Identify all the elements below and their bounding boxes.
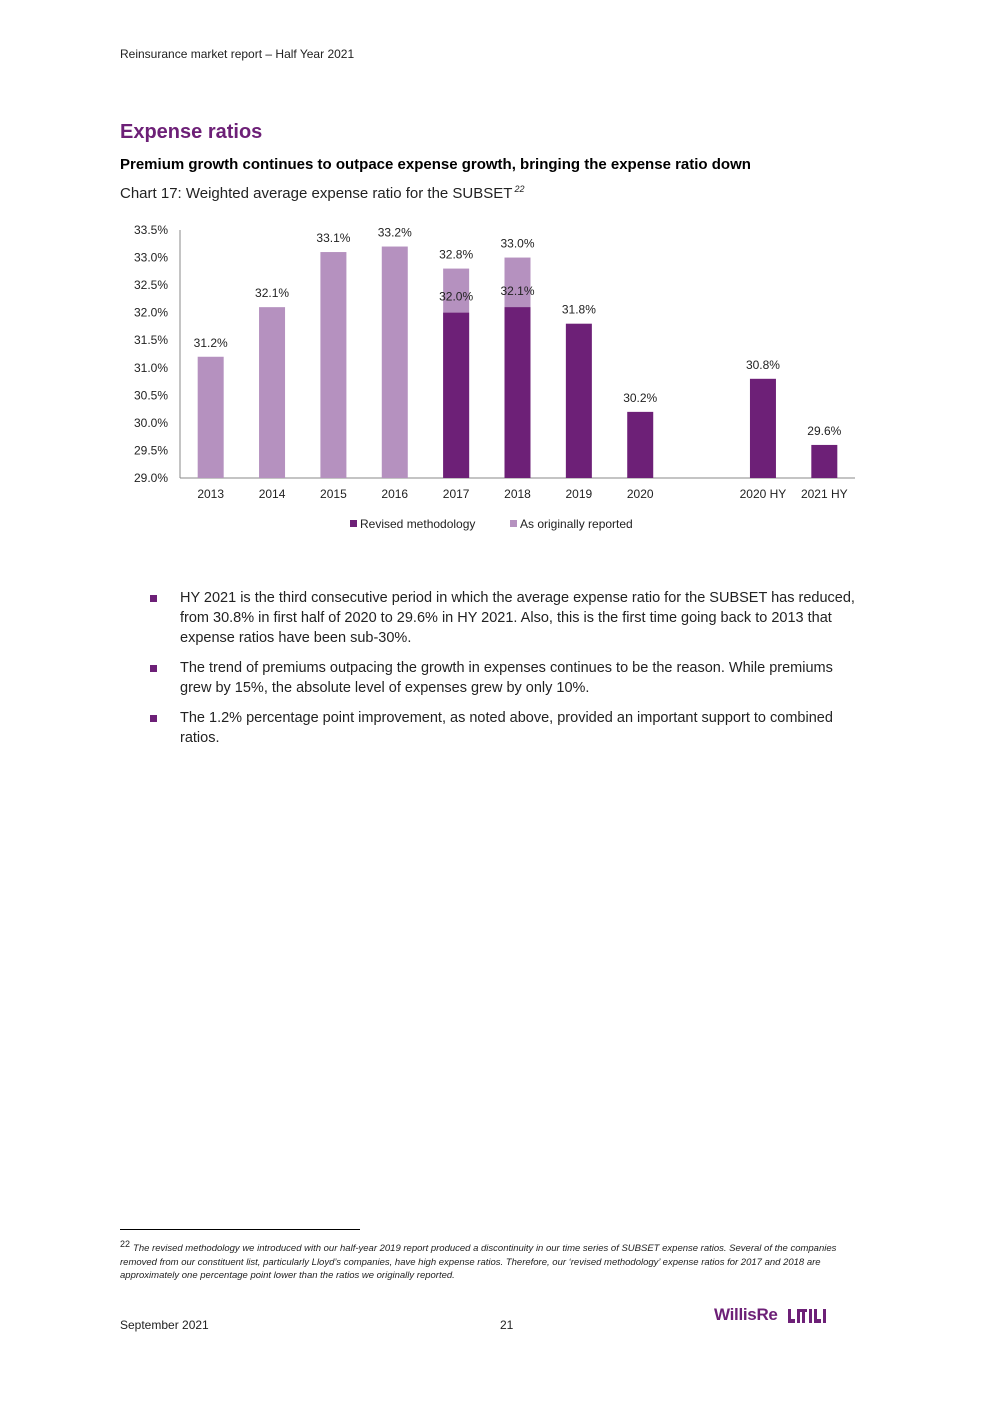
legend-label: As originally reported [520,517,633,531]
x-tick-label: 2013 [197,487,225,501]
bar-revised-methodology [750,379,776,478]
bar-originally-reported [320,252,346,478]
data-label-original: 33.1% [316,231,351,246]
willisre-logo [714,1305,828,1325]
data-label-original: 33.2% [377,225,412,240]
bullet-text: The 1.2% percentage point improvement, as noted above, provided an important support to combined ratios. [180,710,833,746]
footnote [120,1238,870,1283]
bullet-list [148,588,858,758]
x-tick-label: 2016 [381,487,409,501]
bullet-text: The trend of premiums outpacing the growth in expenses continues to be the reason. While premiums grew by 15%, the absolute level of expenses grew by only 10%. [180,660,833,696]
data-label-revised: 31.8% [561,302,596,317]
bullet-item [148,588,858,648]
wtw-mark-icon [788,1307,828,1323]
y-tick-label: 31.5% [133,333,168,348]
bar-originally-reported [259,307,285,478]
data-label-original: 32.8% [439,247,474,262]
section-subtitle: Premium growth continues to outpace expense growth, bringing the expense ratio down [120,156,751,173]
bullet-item [148,658,858,698]
legend-swatch [350,520,357,527]
chart-caption-text: Chart 17: Weighted average expense ratio for the SUBSET [120,185,513,202]
y-tick-label: 32.0% [133,305,168,320]
y-tick-label: 31.0% [133,360,168,375]
bullet-square-icon [150,595,157,602]
bar-revised-methodology [443,313,469,478]
expense-ratio-chart [120,218,860,548]
bar-originally-reported [382,247,408,478]
bullet-text: HY 2021 is the third consecutive period in which the average expense ratio for the SUBSET has reduced, from 30.8% in first half of 2020 to 29.6% in HY 2021. Also, this is the first time going back to 2013 that expense ratios have been sub-30%. [180,590,855,646]
y-tick-label: 33.0% [133,250,168,265]
x-tick-label: 2019 [565,487,593,501]
bullet-square-icon [150,715,157,722]
y-tick-label: 29.0% [133,471,168,485]
footnote-divider [120,1229,360,1230]
data-label-original: 33.0% [500,236,535,251]
bar-revised-methodology [566,324,592,478]
data-label-revised: 29.6% [807,423,842,438]
footer-date: September 2021 [120,1318,209,1332]
legend-swatch [510,520,517,527]
footnote-text: The revised methodology we introduced with our half-year 2019 report produced a discontinuity in our time series of SUBSET expense ratios. Several of the companies removed from our constituent list, particularly Lloyd’s companies, have high expense ratios. Therefore, our ‘revised methodology’ expense ratios for 2017 and 2018 are approximately one percentage point lower than the ratios we originally reported. [120,1243,837,1282]
bullet-item [148,708,858,748]
bar-revised-methodology [627,412,653,478]
y-tick-label: 32.5% [133,278,168,293]
data-label-original: 32.1% [255,286,290,301]
running-header: Reinsurance market report – Half Year 2021 [120,47,355,61]
bar-revised-methodology [505,307,531,478]
y-tick-label: 30.0% [133,415,168,430]
data-label-revised: 30.2% [623,390,658,405]
legend-label: Revised methodology [360,517,476,531]
bar-originally-reported [198,357,224,478]
data-label-original: 31.2% [193,335,228,350]
footnote-ref[interactable]: 22 [514,184,525,194]
x-tick-label: 2017 [442,487,470,501]
data-label-revised: 32.0% [439,289,474,304]
x-tick-label: 2018 [504,487,531,501]
x-tick-label: 2020 [626,487,654,501]
x-tick-label: 2014 [258,487,286,501]
section-title: Expense ratios [120,121,263,143]
page-number: 21 [500,1318,514,1332]
bar-revised-methodology [811,445,837,478]
x-tick-label: 2015 [320,487,347,501]
x-tick-label: 2021 HY [800,487,848,501]
x-tick-label: 2020 HY [739,487,787,501]
footnote-number: 22 [120,1239,131,1249]
bullet-square-icon [150,665,157,672]
logo-text: WillisRe [714,1305,778,1324]
data-label-revised: 32.1% [500,284,535,299]
chart-caption [120,184,524,202]
y-tick-label: 29.5% [133,443,168,458]
y-tick-label: 33.5% [133,223,168,237]
y-tick-label: 30.5% [133,388,168,403]
data-label-revised: 30.8% [745,357,780,372]
